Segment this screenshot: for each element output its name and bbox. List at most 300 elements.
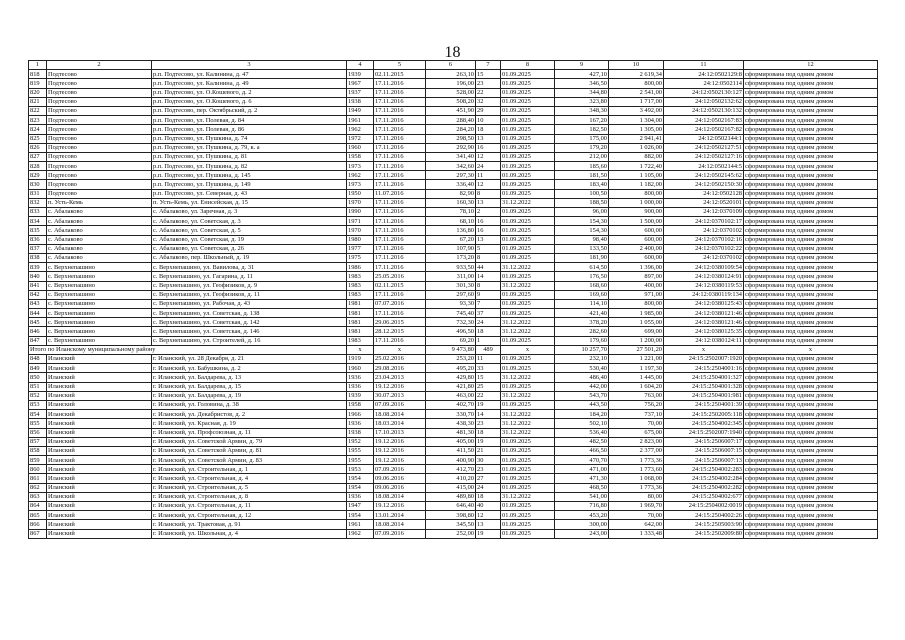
table-cell: 330,70: [426, 410, 476, 419]
table-cell: с. Верхнепашино, ул. Советская, д. 142: [152, 318, 347, 327]
table-cell: г. Иланский, ул. 28 Декабря, д. 21: [152, 355, 347, 364]
table-cell: сформирована под одним домом: [744, 299, 878, 308]
table-cell: Иланский: [47, 446, 152, 455]
table-cell: 24:12:0502132:62: [664, 97, 744, 106]
table-cell: 852: [29, 391, 47, 400]
table-cell: 181,50: [555, 171, 609, 180]
table-cell: 345,50: [426, 520, 476, 529]
table-cell: 858: [29, 446, 47, 455]
table-cell: 543,70: [555, 391, 609, 400]
table-cell: сформирована под одним домом: [744, 88, 878, 97]
table-cell: Иланский: [47, 410, 152, 419]
table-cell: 19.12.2016: [374, 382, 426, 391]
table-cell: 855: [29, 419, 47, 428]
table-cell: 01.09.2025: [501, 437, 555, 446]
table-cell: 17.11.2016: [374, 235, 426, 244]
table-cell: 11.07.2016: [374, 189, 426, 198]
table-cell: г. Иланский, ул. Декабристов, д. 2: [152, 410, 347, 419]
table-row: [29, 299, 878, 308]
table-cell: 176,50: [555, 272, 609, 281]
table-cell: 179,60: [555, 336, 609, 345]
table-cell: 835: [29, 226, 47, 235]
table-cell: 182,50: [555, 125, 609, 134]
table-cell: 24:15:2504002:282: [664, 483, 744, 492]
table-cell: сформирована под одним домом: [744, 290, 878, 299]
table-cell: 01.09.2025: [501, 189, 555, 198]
table-cell: 24:12:0502144:5: [664, 162, 744, 171]
table-cell: 468,50: [555, 483, 609, 492]
table-cell: 1981: [347, 327, 374, 336]
table-cell: г. Иланский, ул. Балдарева, д. 13: [152, 373, 347, 382]
table-cell: с. Верхнепашино, ул. Вавилова, д. 31: [152, 263, 347, 272]
table-cell: 24:12:0502167:83: [664, 116, 744, 125]
table-row: [29, 391, 878, 400]
table-cell: 15: [476, 70, 501, 79]
table-cell: Подтесово: [47, 88, 152, 97]
table-cell: 716,80: [555, 502, 609, 511]
table-cell: 100,50: [555, 189, 609, 198]
table-cell: 37: [476, 309, 501, 318]
table-cell: сформирована под одним домом: [744, 465, 878, 474]
table-cell: 24:12:0380125:43: [664, 299, 744, 308]
table-cell: 22: [476, 88, 501, 97]
table-cell: 864: [29, 502, 47, 511]
table-cell: сформирована под одним домом: [744, 410, 878, 419]
table-row: [29, 290, 878, 299]
table-cell: 415,00: [426, 483, 476, 492]
table-cell: 19.12.2016: [374, 502, 426, 511]
table-cell: сформирована под одним домом: [744, 208, 878, 217]
table-cell: Подтесово: [47, 116, 152, 125]
table-cell: 850: [29, 373, 47, 382]
table-cell: г. Иланский, ул. Красная, д. 19: [152, 419, 347, 428]
subtotal-cell: 9 473,80: [426, 345, 476, 354]
table-cell: 1986: [347, 263, 374, 272]
table-cell: 486,40: [555, 373, 609, 382]
column-number: 5: [374, 61, 426, 70]
table-cell: 24:15:2502007:1920: [664, 355, 744, 364]
table-cell: Иланский: [47, 419, 152, 428]
table-cell: 1 068,00: [609, 474, 664, 483]
table-cell: сформирована под одним домом: [744, 437, 878, 446]
table-cell: 1983: [347, 336, 374, 345]
table-cell: 847: [29, 336, 47, 345]
table-cell: 17.11.2016: [374, 208, 426, 217]
table-cell: 10: [476, 116, 501, 125]
table-cell: 31.12.2022: [501, 419, 555, 428]
table-cell: 530,40: [555, 364, 609, 373]
table-cell: 167,20: [555, 116, 609, 125]
table-cell: 860: [29, 465, 47, 474]
table-cell: 16: [476, 143, 501, 152]
table-cell: Иланский: [47, 529, 152, 538]
table-cell: 17.11.2016: [374, 263, 426, 272]
table-cell: 466,50: [555, 446, 609, 455]
table-cell: 23: [476, 419, 501, 428]
table-cell: 01.09.2025: [501, 529, 555, 538]
table-cell: 1 197,30: [609, 364, 664, 373]
table-cell: Подтесово: [47, 97, 152, 106]
table-cell: 40: [476, 502, 501, 511]
table-cell: сформирована под одним домом: [744, 446, 878, 455]
table-cell: 24: [476, 318, 501, 327]
table-cell: 861: [29, 474, 47, 483]
table-cell: 17.11.2016: [374, 116, 426, 125]
table-cell: 600,00: [609, 235, 664, 244]
table-cell: 1962: [347, 529, 374, 538]
table-cell: 836: [29, 235, 47, 244]
table-cell: 833: [29, 208, 47, 217]
table-cell: 646,40: [426, 502, 476, 511]
table-cell: 243,00: [555, 529, 609, 538]
table-cell: сформирована под одним домом: [744, 529, 878, 538]
table-cell: 699,00: [609, 327, 664, 336]
table-cell: 183,40: [555, 180, 609, 189]
table-cell: г. Иланский, ул. Строительная, д. 1: [152, 465, 347, 474]
table-cell: 853: [29, 400, 47, 409]
table-cell: 70,00: [609, 511, 664, 520]
table-cell: г. Иланский, ул. Строительная, д. 8: [152, 492, 347, 501]
table-cell: 410,20: [426, 474, 476, 483]
table-cell: 756,20: [609, 400, 664, 409]
table-cell: с. Абалаково, ул. Советская, д. 5: [152, 226, 347, 235]
table-cell: Подтесово: [47, 79, 152, 88]
table-cell: 508,20: [426, 97, 476, 106]
table-cell: 168,60: [555, 281, 609, 290]
table-cell: 24:12:0502150:30: [664, 180, 744, 189]
table-cell: 24:12:0380121:46: [664, 318, 744, 327]
table-cell: 1954: [347, 483, 374, 492]
table-cell: 24:12:0380125:35: [664, 327, 744, 336]
table-cell: р.п. Подтесово, ул. Пушкина, д. 149: [152, 180, 347, 189]
table-cell: 01.09.2025: [501, 483, 555, 492]
table-cell: 763,00: [609, 391, 664, 400]
table-cell: 1936: [347, 373, 374, 382]
table-cell: 846: [29, 327, 47, 336]
table-cell: Подтесово: [47, 152, 152, 161]
table-cell: г. Иланский, ул. Строительная, д. 11: [152, 502, 347, 511]
table-cell: 288,40: [426, 116, 476, 125]
table-cell: сформирована под одним домом: [744, 327, 878, 336]
table-cell: 882,00: [609, 152, 664, 161]
table-cell: 25: [476, 382, 501, 391]
table-cell: 402,70: [426, 400, 476, 409]
table-cell: Иланский: [47, 492, 152, 501]
table-cell: 17.11.2016: [374, 253, 426, 262]
column-number: 4: [347, 61, 374, 70]
table-cell: 01.09.2025: [501, 336, 555, 345]
table-cell: 18.08.2014: [374, 492, 426, 501]
table-cell: 21: [476, 446, 501, 455]
table-cell: 496,50: [426, 327, 476, 336]
table-row: [29, 428, 878, 437]
column-number: 12: [744, 61, 878, 70]
table-cell: 01.09.2025: [501, 456, 555, 465]
table-row: [29, 373, 878, 382]
table-cell: 820: [29, 88, 47, 97]
table-row: [29, 143, 878, 152]
table-cell: сформирована под одним домом: [744, 244, 878, 253]
table-cell: 01.09.2025: [501, 171, 555, 180]
table-row: [29, 125, 878, 134]
table-cell: 01.09.2025: [501, 244, 555, 253]
table-cell: с. Верхнепашино: [47, 272, 152, 281]
table-cell: сформирована под одним домом: [744, 70, 878, 79]
table-cell: 01.09.2025: [501, 382, 555, 391]
table-cell: 848: [29, 355, 47, 364]
table-cell: 17.10.2013: [374, 428, 426, 437]
table-cell: 17.11.2016: [374, 217, 426, 226]
table-cell: 412,70: [426, 465, 476, 474]
table-cell: 01.09.2025: [501, 446, 555, 455]
table-cell: 93,30: [426, 299, 476, 308]
table-cell: 844: [29, 309, 47, 318]
table-cell: 31.12.2022: [501, 318, 555, 327]
table-cell: 29: [476, 106, 501, 115]
table-cell: 179,20: [555, 143, 609, 152]
table-cell: 18: [476, 125, 501, 134]
table-cell: 1 333,48: [609, 529, 664, 538]
table-cell: 24:12:0520101: [664, 198, 744, 207]
table-cell: 819: [29, 79, 47, 88]
table-cell: 17.11.2016: [374, 125, 426, 134]
table-cell: 01.09.2025: [501, 235, 555, 244]
table-row: [29, 189, 878, 198]
table-row: [29, 520, 878, 529]
table-cell: 297,30: [426, 171, 476, 180]
table-cell: 1981: [347, 309, 374, 318]
table-cell: 09.06.2016: [374, 483, 426, 492]
table-cell: сформирована под одним домом: [744, 79, 878, 88]
table-cell: 1990: [347, 208, 374, 217]
table-cell: 24:15:2504001:16: [664, 364, 744, 373]
subtotal-cell: x: [374, 345, 426, 354]
table-cell: 07.09.2016: [374, 400, 426, 409]
table-cell: 133,50: [555, 244, 609, 253]
table-row: [29, 79, 878, 88]
table-cell: 01.09.2025: [501, 79, 555, 88]
table-cell: 30.07.2013: [374, 391, 426, 400]
table-cell: 481,30: [426, 428, 476, 437]
table-cell: г. Иланский, ул. Балдарева, д. 19: [152, 391, 347, 400]
table-row: [29, 263, 878, 272]
table-cell: 438,30: [426, 419, 476, 428]
table-cell: сформирована под одним домом: [744, 263, 878, 272]
table-cell: 829: [29, 171, 47, 180]
table-cell: г. Иланский, ул. Трактовая, д. 91: [152, 520, 347, 529]
column-number-row: [29, 61, 878, 70]
table-cell: сформирована под одним домом: [744, 309, 878, 318]
table-cell: сформирована под одним домом: [744, 143, 878, 152]
table-cell: 18: [476, 492, 501, 501]
table-cell: 17.11.2016: [374, 97, 426, 106]
table-cell: п. Усть-Кемь, ул. Енисейская, д. 15: [152, 198, 347, 207]
table-cell: с. Верхнепашино: [47, 290, 152, 299]
table-row: [29, 244, 878, 253]
table-cell: 24:15:2502009:80: [664, 529, 744, 538]
table-cell: 841: [29, 281, 47, 290]
table-cell: 14: [476, 410, 501, 419]
table-cell: 1977: [347, 244, 374, 253]
table-cell: 01.09.2025: [501, 520, 555, 529]
table-cell: 22: [476, 391, 501, 400]
table-cell: 02.11.2015: [374, 281, 426, 290]
table-row: [29, 88, 878, 97]
table-cell: 3 492,00: [609, 106, 664, 115]
table-cell: 19.12.2016: [374, 437, 426, 446]
table-cell: 31.12.2022: [501, 198, 555, 207]
table-cell: с. Верхнепашино: [47, 281, 152, 290]
subtotal-cell: x: [744, 345, 878, 354]
table-cell: 1 305,00: [609, 125, 664, 134]
table-cell: 311,00: [426, 272, 476, 281]
table-cell: 737,10: [609, 410, 664, 419]
table-cell: 24:12:0502128: [664, 189, 744, 198]
table-cell: сформирована под одним домом: [744, 492, 878, 501]
table-cell: 1970: [347, 198, 374, 207]
table-cell: 1981: [347, 299, 374, 308]
table-cell: 24:12:0502127:51: [664, 143, 744, 152]
table-cell: 24:12:0502114: [664, 79, 744, 88]
table-cell: с. Верхнепашино: [47, 263, 152, 272]
table-cell: 824: [29, 125, 47, 134]
table-cell: 821: [29, 97, 47, 106]
table-cell: 863: [29, 492, 47, 501]
table-cell: с. Абалаково, ул. Заречная, д. 3: [152, 208, 347, 217]
table-cell: 471,00: [555, 465, 609, 474]
table-cell: 02.11.2015: [374, 70, 426, 79]
table-cell: 01.09.2025: [501, 355, 555, 364]
column-number: 7: [476, 61, 501, 70]
table-cell: 17.11.2016: [374, 171, 426, 180]
table-cell: 18.08.2014: [374, 520, 426, 529]
table-cell: сформирована под одним домом: [744, 382, 878, 391]
table-cell: 181,90: [555, 253, 609, 262]
table-cell: 11: [476, 171, 501, 180]
column-number: 9: [555, 61, 609, 70]
table-cell: сформирована под одним домом: [744, 134, 878, 143]
table-cell: 451,90: [426, 106, 476, 115]
table-cell: г. Иланский, ул. Бабушкина, д. 2: [152, 364, 347, 373]
table-cell: 862: [29, 483, 47, 492]
table-cell: 24:15:2504001:328: [664, 382, 744, 391]
table-row: [29, 419, 878, 428]
table-cell: 1983: [347, 272, 374, 281]
table-cell: сформирована под одним домом: [744, 502, 878, 511]
table-row: [29, 180, 878, 189]
table-cell: 24:12:0370102:16: [664, 235, 744, 244]
table-cell: 851: [29, 382, 47, 391]
table-cell: 336,40: [426, 180, 476, 189]
table-cell: п. Усть-Кемь: [47, 198, 152, 207]
table-cell: с. Верхнепашино: [47, 318, 152, 327]
table-cell: 614,50: [555, 263, 609, 272]
table-cell: 18.03.2014: [374, 419, 426, 428]
table-cell: 839: [29, 263, 47, 272]
table-cell: 01.09.2025: [501, 465, 555, 474]
table-cell: с. Верхнепашино, ул. Советская, д. 138: [152, 309, 347, 318]
table-cell: 31.12.2022: [501, 492, 555, 501]
table-cell: с. Абалаково, ул. Советская, д. 26: [152, 244, 347, 253]
table-cell: 01.09.2025: [501, 88, 555, 97]
table-cell: сформирована под одним домом: [744, 162, 878, 171]
subtotal-label: Итого по Иланскому муниципальному району: [29, 345, 347, 354]
table-cell: 1 105,00: [609, 171, 664, 180]
table-cell: 31.12.2022: [501, 391, 555, 400]
table-cell: 31.12.2022: [501, 281, 555, 290]
table-cell: 867: [29, 529, 47, 538]
table-row: [29, 529, 878, 538]
table-cell: 1972: [347, 134, 374, 143]
table-cell: 1947: [347, 502, 374, 511]
table-cell: 78,10: [426, 208, 476, 217]
table-cell: 1981: [347, 318, 374, 327]
table-cell: Подтесово: [47, 106, 152, 115]
table-cell: 24:12:0502167:82: [664, 125, 744, 134]
table-row: [29, 281, 878, 290]
table-cell: 25.02.2016: [374, 355, 426, 364]
table-cell: 232,10: [555, 355, 609, 364]
table-row: [29, 437, 878, 446]
table-cell: 826: [29, 143, 47, 152]
table-cell: 865: [29, 511, 47, 520]
table-cell: 01.09.2025: [501, 253, 555, 262]
table-row: [29, 446, 878, 455]
subtotal-cell: 489: [476, 345, 501, 354]
table-cell: Подтесово: [47, 70, 152, 79]
table-cell: 17.11.2016: [374, 198, 426, 207]
table-cell: с. Верхнепашино, ул. Гагарина, д. 11: [152, 272, 347, 281]
table-row: [29, 492, 878, 501]
table-cell: 24:15:2504001:327: [664, 373, 744, 382]
table-cell: с. Верхнепашино: [47, 336, 152, 345]
table-cell: 1975: [347, 253, 374, 262]
subtotal-cell: x: [664, 345, 744, 354]
table-cell: 900,00: [609, 208, 664, 217]
table-cell: 23: [476, 465, 501, 474]
table-row: [29, 70, 878, 79]
table-cell: 19.12.2016: [374, 446, 426, 455]
table-cell: 1936: [347, 419, 374, 428]
table-cell: 7: [476, 299, 501, 308]
table-cell: 933,50: [426, 263, 476, 272]
table-cell: 01.09.2025: [501, 400, 555, 409]
table-cell: 482,50: [555, 437, 609, 446]
table-cell: 24:12:0502144:1: [664, 134, 744, 143]
table-cell: 834: [29, 217, 47, 226]
table-cell: 17.11.2016: [374, 336, 426, 345]
table-cell: 24:12:0502129:8: [664, 70, 744, 79]
table-cell: Иланский: [47, 465, 152, 474]
table-cell: 24:15:2504001:981: [664, 391, 744, 400]
table-cell: р.п. Подтесово, ул. Пушкина, д. 74: [152, 134, 347, 143]
table-cell: 19: [476, 529, 501, 538]
table-cell: сформирована под одним домом: [744, 373, 878, 382]
table-cell: Подтесово: [47, 171, 152, 180]
subtotal-row: [29, 345, 878, 354]
table-cell: 1949: [347, 106, 374, 115]
table-cell: 24:12:0502130:132: [664, 106, 744, 115]
table-cell: 24:12:0380124:91: [664, 272, 744, 281]
table-cell: 12: [476, 152, 501, 161]
table-cell: Иланский: [47, 382, 152, 391]
table-cell: Иланский: [47, 511, 152, 520]
table-cell: 01.09.2025: [501, 299, 555, 308]
table-cell: 98,40: [555, 235, 609, 244]
table-cell: 675,00: [609, 428, 664, 437]
table-cell: 800,00: [609, 79, 664, 88]
table-row: [29, 474, 878, 483]
